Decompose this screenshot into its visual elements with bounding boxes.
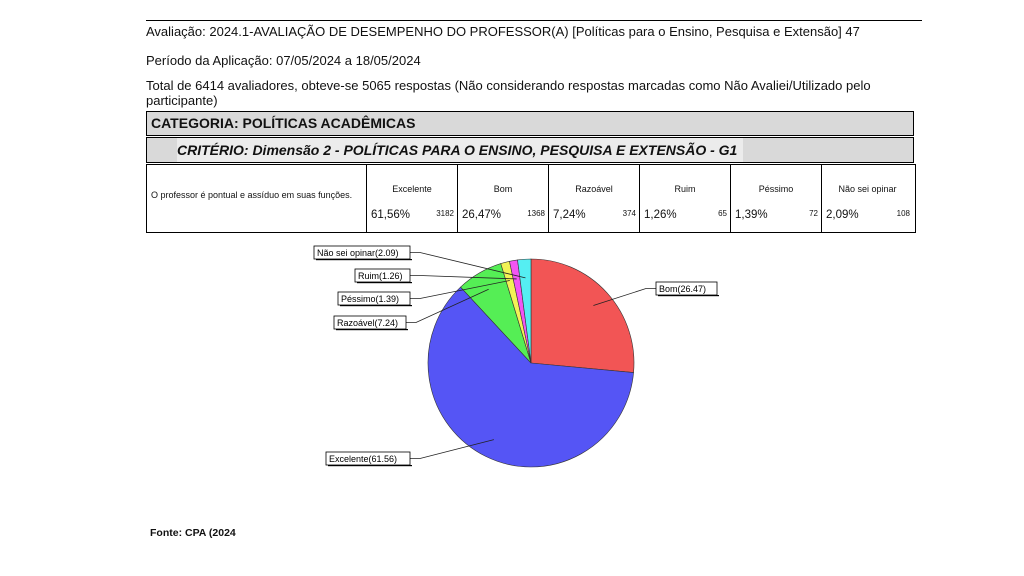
slice-label-shadow [316, 259, 412, 260]
criterion-text: CRITÉRIO: Dimensão 2 - POLÍTICAS PARA O ENSINO, PESQUISA E EXTENSÃO - G1 [177, 138, 743, 162]
option-percent: 1,39% [735, 209, 768, 221]
option-percent: 26,47% [462, 209, 502, 221]
slice-label: Péssimo(1.39) [341, 294, 400, 304]
option-count: 1368 [527, 209, 545, 218]
option-count: 72 [809, 209, 818, 218]
option-label: Péssimo [758, 184, 794, 194]
application-period: Período da Aplicação: 07/05/2024 a 18/05/2024 [146, 53, 421, 68]
slice-label: Razoável(7.24) [337, 318, 399, 328]
slice-label-shadow [328, 465, 412, 466]
slice-label-shadow [336, 329, 408, 330]
option-percent: 61,56% [371, 209, 411, 221]
slice-label: Ruim(1.26) [358, 271, 403, 281]
slice-label-shadow [340, 305, 412, 306]
option-label: Ruim [674, 184, 696, 194]
option-percent: 2,09% [826, 209, 859, 221]
category-header: CATEGORIA: POLÍTICAS ACADÊMICAS [146, 111, 914, 136]
slice-label-shadow [357, 282, 412, 283]
pie-slice [531, 259, 634, 373]
source-note: Fonte: CPA (2024 [150, 527, 236, 539]
respondents-summary: Total de 6414 avaliadores, obteve-se 5065 respostas (Não considerando respostas marcadas como Não Avaliei/Utilizado pelo participante) [146, 78, 871, 108]
option-count: 108 [896, 209, 910, 218]
slice-label: Excelente(61.56) [329, 454, 398, 464]
evaluation-title: Avaliação: 2024.1-AVALIAÇÃO DE DESEMPENHO DO PROFESSOR(A) [Políticas para o Ensino, Pesquisa e Extensão] 47 [146, 24, 860, 39]
option-count: 374 [622, 209, 636, 218]
option-percent: 1,26% [644, 209, 677, 221]
option-label: Bom [493, 184, 513, 194]
pie-slices [428, 259, 634, 467]
option-count: 3182 [436, 209, 454, 218]
option-label: Razoável [575, 184, 613, 194]
option-label: Não sei opinar [838, 184, 897, 194]
slice-label-shadow [658, 295, 719, 296]
slice-label: Não sei opinar(2.09) [317, 248, 399, 258]
option-label: Excelente [392, 184, 432, 194]
option-count: 65 [718, 209, 727, 218]
question-text: O professor é pontual e assíduo em suas funções. [147, 165, 367, 232]
slice-label: Bom(26.47) [659, 284, 707, 294]
option-percent: 7,24% [553, 209, 586, 221]
